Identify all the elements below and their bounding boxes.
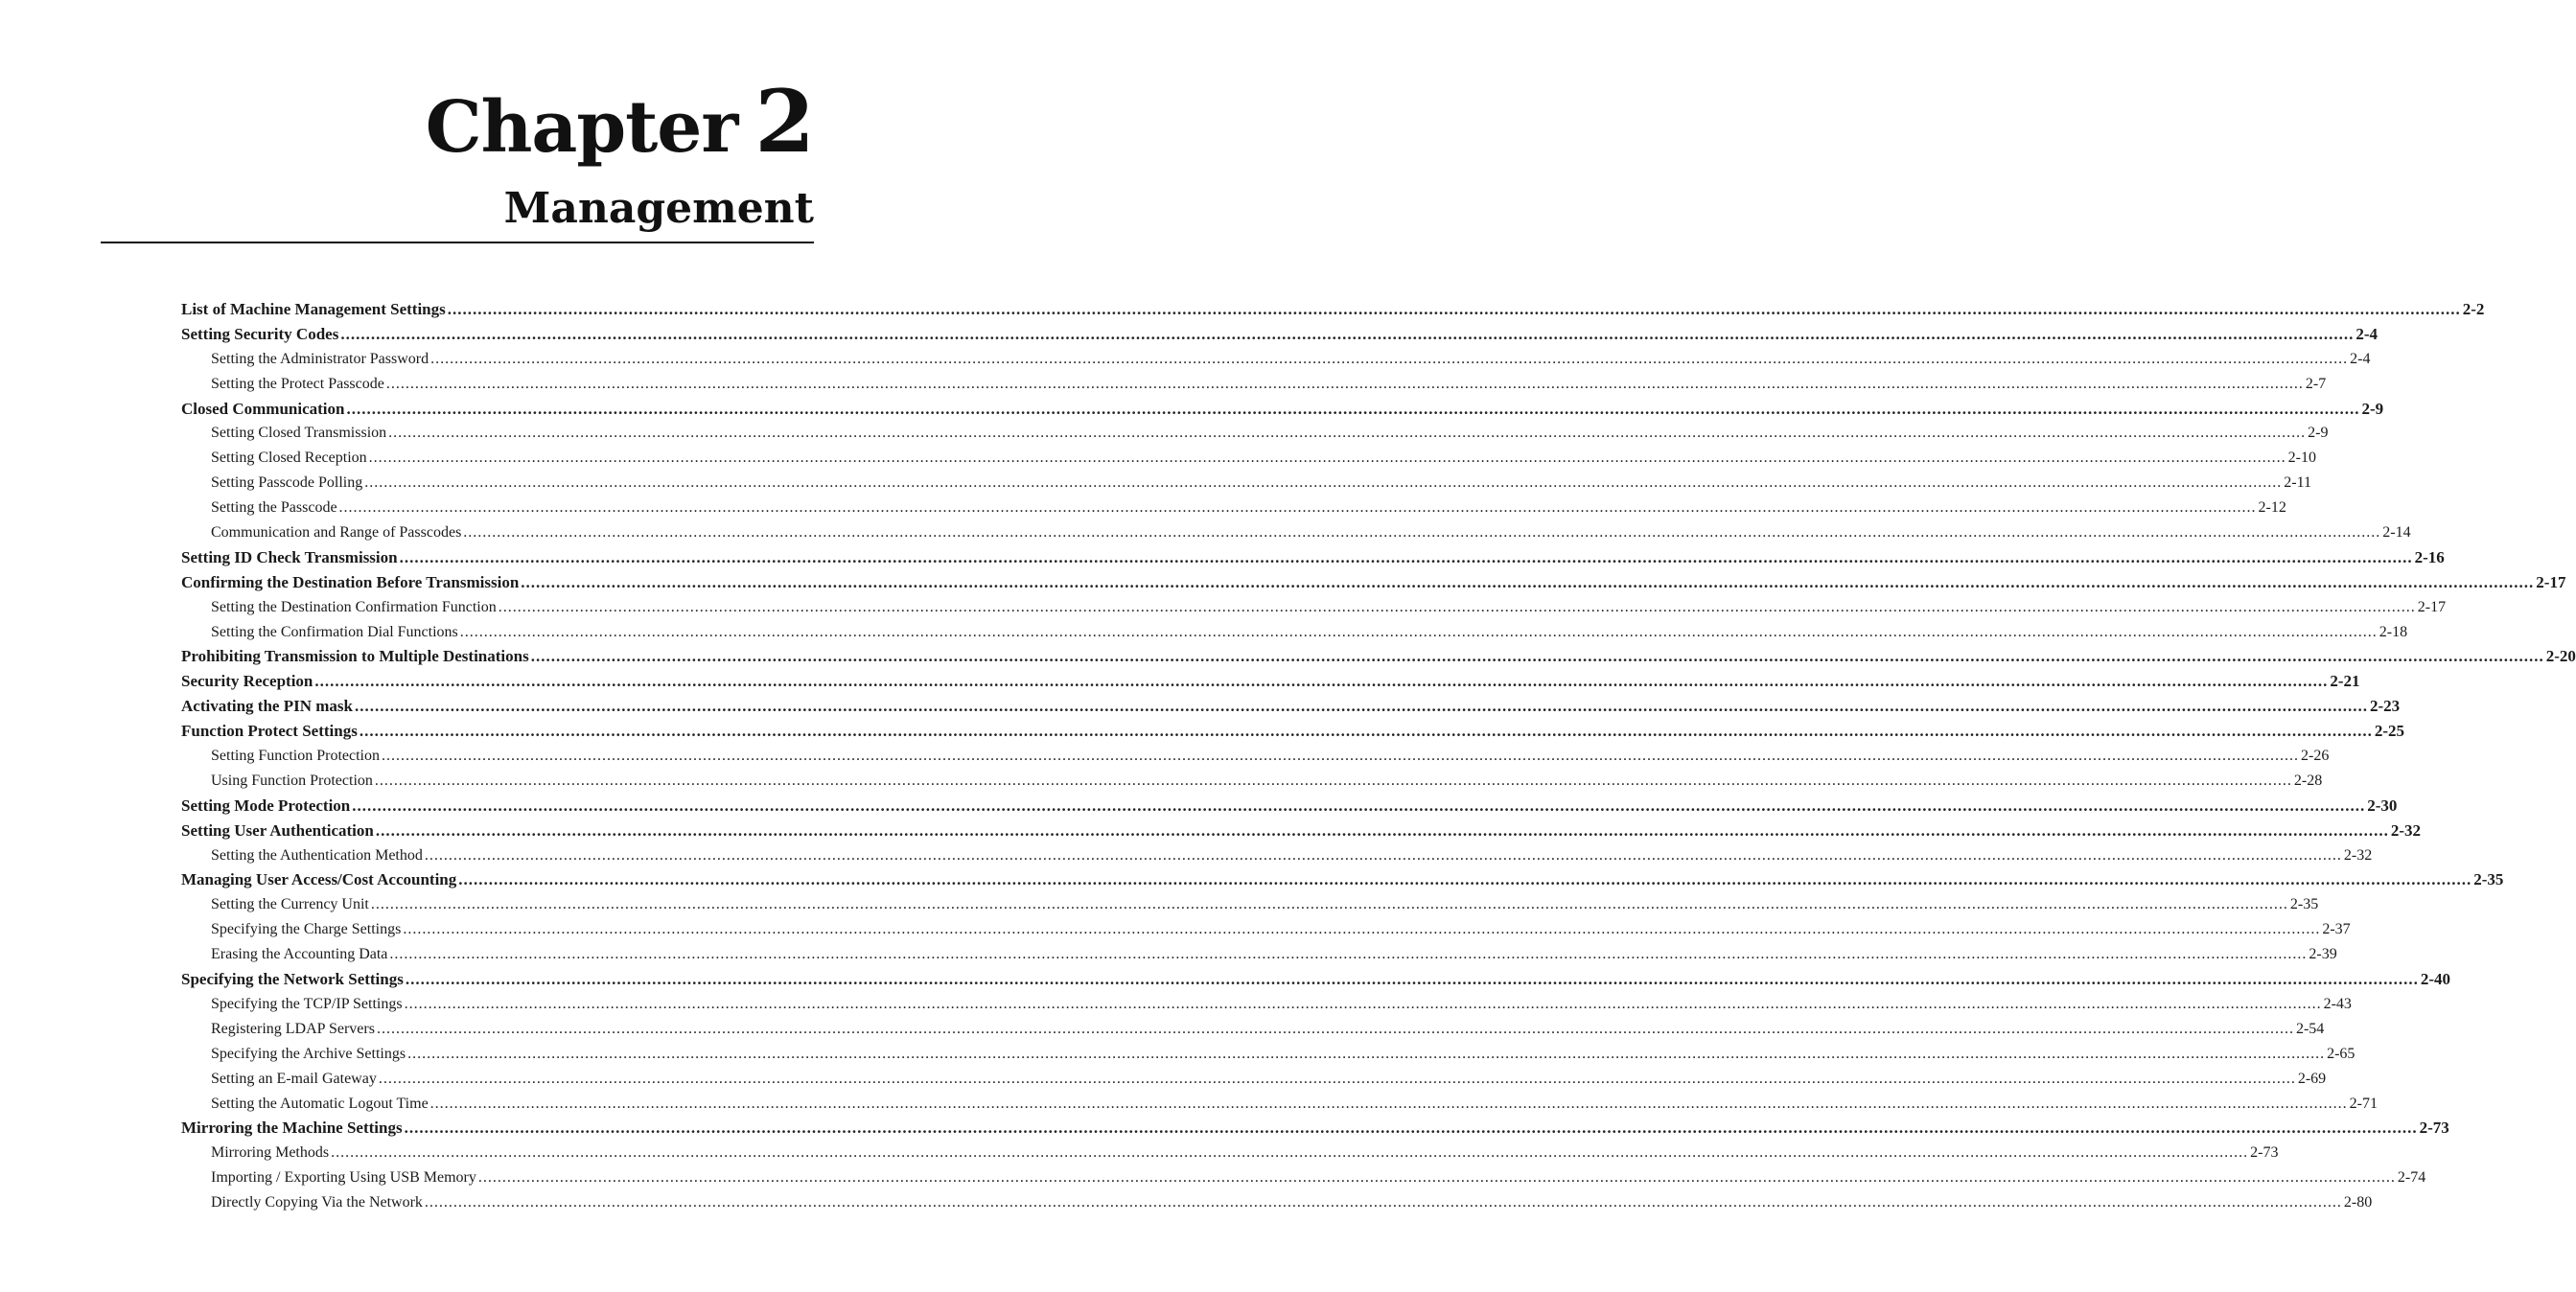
toc-entry-title: Setting Function Protection — [211, 748, 380, 765]
toc-subsection-entry[interactable] — [181, 421, 2329, 446]
toc-section-entry[interactable] — [181, 322, 2378, 347]
toc-entry-title: Prohibiting Transmission to Multiple Destinations — [181, 647, 529, 666]
dot-leader: ................................................................................................................................................................................................................................................................................................................................................................................................................ — [352, 796, 2366, 815]
toc-section-entry[interactable] — [181, 967, 2451, 992]
toc-subsection-entry[interactable] — [181, 1141, 2279, 1165]
toc-entry-page: 2-69 — [2297, 1070, 2327, 1087]
toc-subsection-entry[interactable] — [181, 917, 2351, 942]
toc-entry-title: Specifying the Network Settings — [181, 970, 404, 989]
dot-leader: ................................................................................................................................................................................................................................................................................................................................................................................................................ — [530, 647, 2544, 666]
chapter-number: 2 — [754, 71, 814, 173]
dot-leader: ................................................................................................................................................................................................................................................................................................................................................................................................................ — [364, 474, 2283, 492]
toc-entry-page: 2-11 — [2284, 474, 2311, 492]
toc-entry-title: Managing User Access/Cost Accounting — [181, 870, 457, 889]
toc-entry-title: Mirroring the Machine Settings — [181, 1119, 403, 1138]
dot-leader: ................................................................................................................................................................................................................................................................................................................................................................................................................ — [359, 722, 2373, 741]
toc-entry-title: Specifying the Charge Settings — [211, 921, 402, 938]
dot-leader: ................................................................................................................................................................................................................................................................................................................................................................................................................ — [447, 300, 2461, 318]
toc-entry-title: Setting the Confirmation Dial Functions — [211, 623, 458, 640]
dot-leader: ................................................................................................................................................................................................................................................................................................................................................................................................................ — [376, 1020, 2294, 1037]
toc-entry-title: Setting Passcode Polling — [211, 474, 363, 492]
toc-entry-title: Directly Copying Via the Network — [211, 1194, 423, 1211]
toc-entry-page: 2-9 — [2308, 425, 2329, 442]
dot-leader: ................................................................................................................................................................................................................................................................................................................................................................................................................ — [477, 1169, 2396, 1187]
toc-entry-page: 2-25 — [2374, 722, 2405, 741]
dot-leader: ................................................................................................................................................................................................................................................................................................................................................................................................................ — [370, 896, 2288, 913]
dot-leader: ................................................................................................................................................................................................................................................................................................................................................................................................................ — [498, 598, 2416, 615]
toc-entry-page: 2-23 — [2369, 697, 2401, 716]
dot-leader: ................................................................................................................................................................................................................................................................................................................................................................................................................ — [429, 1095, 2348, 1112]
toc-section-entry[interactable] — [181, 545, 2445, 570]
toc-subsection-entry[interactable] — [181, 1067, 2327, 1092]
toc-section-entry[interactable] — [181, 570, 2566, 595]
toc-subsection-entry[interactable] — [181, 744, 2330, 769]
toc-entry-page: 2-17 — [2417, 598, 2447, 615]
toc-entry-page: 2-32 — [2343, 846, 2373, 864]
toc-subsection-entry[interactable] — [181, 1017, 2325, 1042]
toc-entry-page: 2-37 — [2322, 921, 2351, 938]
toc-entry-title: List of Machine Management Settings — [181, 300, 446, 318]
dot-leader: ................................................................................................................................................................................................................................................................................................................................................................................................................ — [405, 970, 2419, 989]
toc-entry-title: Using Function Protection — [211, 772, 373, 789]
toc-entry-title: Setting the Automatic Logout Time — [211, 1095, 429, 1112]
dot-leader: ................................................................................................................................................................................................................................................................................................................................................................................................................ — [407, 1045, 2326, 1062]
toc-entry-title: Security Reception — [181, 672, 313, 691]
toc-entry-page: 2-54 — [2295, 1020, 2325, 1037]
toc-entry-page: 2-14 — [2382, 524, 2411, 542]
toc-entry-title: Setting Mode Protection — [181, 796, 351, 815]
toc-subsection-entry[interactable] — [181, 769, 2323, 794]
toc-entry-page: 2-10 — [2287, 450, 2316, 467]
dot-leader: ................................................................................................................................................................................................................................................................................................................................................................................................................ — [399, 547, 2413, 566]
toc-entry-title: Specifying the TCP/IP Settings — [211, 995, 403, 1012]
dot-leader: ................................................................................................................................................................................................................................................................................................................................................................................................................ — [521, 572, 2535, 591]
toc-entry-page: 2-2 — [2462, 300, 2485, 318]
toc-entry-title: Setting the Destination Confirmation Function — [211, 598, 497, 615]
toc-entry-title: Confirming the Destination Before Transmission — [181, 572, 520, 591]
toc-entry-title: Setting the Administrator Password — [211, 350, 429, 367]
toc-subsection-entry[interactable] — [181, 471, 2311, 496]
toc-subsection-entry[interactable] — [181, 1190, 2373, 1215]
toc-subsection-entry[interactable] — [181, 1165, 2426, 1190]
toc-entry-page: 2-71 — [2349, 1095, 2378, 1112]
toc-subsection-entry[interactable] — [181, 992, 2352, 1017]
chapter-label: Chapter — [425, 86, 738, 169]
toc-entry-title: Function Protect Settings — [181, 722, 358, 741]
toc-subsection-entry[interactable] — [181, 1042, 2356, 1067]
toc-section-entry[interactable] — [181, 719, 2405, 744]
dot-leader: ................................................................................................................................................................................................................................................................................................................................................................................................................ — [424, 846, 2342, 864]
toc-section-entry[interactable] — [181, 1116, 2449, 1141]
toc-entry-title: Setting the Currency Unit — [211, 896, 369, 913]
toc-subsection-entry[interactable] — [181, 942, 2337, 967]
dot-leader: ................................................................................................................................................................................................................................................................................................................................................................................................................ — [389, 946, 2308, 963]
toc-entry-page: 2-39 — [2309, 946, 2337, 963]
dot-leader: ................................................................................................................................................................................................................................................................................................................................................................................................................ — [403, 921, 2321, 938]
toc-entry-title: Registering LDAP Servers — [211, 1020, 375, 1037]
toc-entry-page: 2-26 — [2301, 748, 2330, 765]
dot-leader: ................................................................................................................................................................................................................................................................................................................................................................................................................ — [346, 399, 2360, 418]
toc-entry-title: Erasing the Accounting Data — [211, 946, 388, 963]
toc-entry-title: Setting User Authentication — [181, 820, 374, 840]
toc-entry-page: 2-16 — [2414, 547, 2445, 566]
toc-entry-page: 2-73 — [2419, 1119, 2449, 1138]
toc-entry-title: Specifying the Archive Settings — [211, 1045, 406, 1062]
dot-leader: ................................................................................................................................................................................................................................................................................................................................................................................................................ — [459, 623, 2378, 640]
toc-entry-title: Setting the Passcode — [211, 499, 337, 517]
toc-subsection-entry[interactable] — [181, 446, 2316, 471]
dot-leader: ................................................................................................................................................................................................................................................................................................................................................................................................................ — [458, 870, 2472, 889]
dot-leader: ................................................................................................................................................................................................................................................................................................................................................................................................................ — [430, 350, 2349, 367]
toc-entry-page: 2-35 — [2289, 896, 2319, 913]
dot-leader: ................................................................................................................................................................................................................................................................................................................................................................................................................ — [385, 375, 2304, 392]
toc-entry-title: Setting the Protect Passcode — [211, 375, 384, 392]
dot-leader: ................................................................................................................................................................................................................................................................................................................................................................................................................ — [388, 425, 2307, 442]
toc-entry-page: 2-28 — [2293, 772, 2323, 789]
dot-leader: ................................................................................................................................................................................................................................................................................................................................................................................................................ — [368, 450, 2286, 467]
toc-entry-title: Mirroring Methods — [211, 1144, 330, 1162]
toc-entry-page: 2-4 — [2350, 350, 2371, 367]
dot-leader: ................................................................................................................................................................................................................................................................................................................................................................................................................ — [340, 324, 2355, 343]
toc-entry-title: Activating the PIN mask — [181, 697, 353, 716]
toc-entry-page: 2-40 — [2420, 970, 2451, 989]
toc-section-entry[interactable] — [181, 644, 2576, 669]
toc-section-entry[interactable] — [181, 397, 2384, 422]
toc-entry-page: 2-4 — [2356, 324, 2378, 343]
toc-entry-page: 2-43 — [2323, 995, 2352, 1012]
dot-leader: ................................................................................................................................................................................................................................................................................................................................................................................................................ — [375, 820, 2389, 840]
toc-section-entry[interactable] — [181, 669, 2360, 694]
dot-leader: ................................................................................................................................................................................................................................................................................................................................................................................................................ — [338, 499, 2257, 517]
toc-entry-page: 2-12 — [2258, 499, 2286, 517]
toc-entry-title: Importing / Exporting Using USB Memory — [211, 1169, 476, 1187]
toc-entry-title: Closed Communication — [181, 399, 345, 418]
toc-subsection-entry[interactable] — [181, 372, 2327, 397]
toc-subsection-entry[interactable] — [181, 843, 2373, 868]
toc-entry-page: 2-7 — [2305, 375, 2327, 392]
toc-entry-page: 2-74 — [2397, 1169, 2426, 1187]
toc-entry-page: 2-17 — [2536, 572, 2566, 591]
dot-leader: ................................................................................................................................................................................................................................................................................................................................................................................................................ — [314, 672, 2329, 691]
toc-entry-title: Setting ID Check Transmission — [181, 547, 398, 566]
dot-leader: ................................................................................................................................................................................................................................................................................................................................................................................................................ — [331, 1144, 2249, 1162]
toc-entry-page: 2-18 — [2379, 623, 2408, 640]
dot-leader: ................................................................................................................................................................................................................................................................................................................................................................................................................ — [382, 748, 2299, 765]
dot-leader: ................................................................................................................................................................................................................................................................................................................................................................................................................ — [378, 1070, 2296, 1087]
toc-entry-title: Setting Security Codes — [181, 324, 339, 343]
toc-entry-page: 2-80 — [2343, 1194, 2373, 1211]
toc-entry-page: 2-9 — [2361, 399, 2384, 418]
toc-entry-page: 2-32 — [2390, 820, 2422, 840]
title-divider — [101, 242, 814, 243]
dot-leader: ................................................................................................................................................................................................................................................................................................................................................................................................................ — [404, 1119, 2418, 1138]
toc-entry-page: 2-73 — [2250, 1144, 2279, 1162]
table-of-contents — [181, 297, 2576, 1215]
toc-entry-page: 2-30 — [2367, 796, 2398, 815]
toc-section-entry[interactable] — [181, 819, 2422, 843]
toc-entry-page: 2-20 — [2545, 647, 2576, 666]
toc-subsection-entry[interactable] — [181, 892, 2319, 917]
toc-section-entry[interactable] — [181, 794, 2398, 819]
toc-section-entry[interactable] — [181, 867, 2504, 892]
toc-entry-page: 2-35 — [2473, 870, 2504, 889]
toc-subsection-entry[interactable] — [181, 1092, 2378, 1117]
toc-subsection-entry[interactable] — [181, 620, 2408, 645]
toc-subsection-entry[interactable] — [181, 520, 2411, 545]
dot-leader: ................................................................................................................................................................................................................................................................................................................................................................................................................ — [463, 524, 2381, 542]
toc-subsection-entry[interactable] — [181, 595, 2447, 620]
chapter-heading — [425, 71, 814, 173]
toc-entry-page: 2-65 — [2327, 1045, 2356, 1062]
toc-entry-title: Setting Closed Transmission — [211, 425, 387, 442]
toc-entry-title: Setting Closed Reception — [211, 450, 367, 467]
toc-entry-title: Setting an E-mail Gateway — [211, 1070, 377, 1087]
toc-entry-title: Setting the Authentication Method — [211, 846, 423, 864]
dot-leader: ................................................................................................................................................................................................................................................................................................................................................................................................................ — [374, 772, 2292, 789]
toc-section-entry[interactable] — [181, 694, 2401, 719]
toc-entry-title: Communication and Range of Passcodes — [211, 524, 462, 542]
toc-entry-page: 2-21 — [2330, 672, 2360, 691]
chapter-title: Management — [503, 184, 814, 233]
dot-leader: ................................................................................................................................................................................................................................................................................................................................................................................................................ — [424, 1194, 2342, 1211]
dot-leader: ................................................................................................................................................................................................................................................................................................................................................................................................................ — [404, 995, 2322, 1012]
toc-subsection-entry[interactable] — [181, 347, 2371, 372]
toc-section-entry[interactable] — [181, 297, 2485, 322]
toc-subsection-entry[interactable] — [181, 496, 2286, 520]
dot-leader: ................................................................................................................................................................................................................................................................................................................................................................................................................ — [354, 697, 2368, 716]
